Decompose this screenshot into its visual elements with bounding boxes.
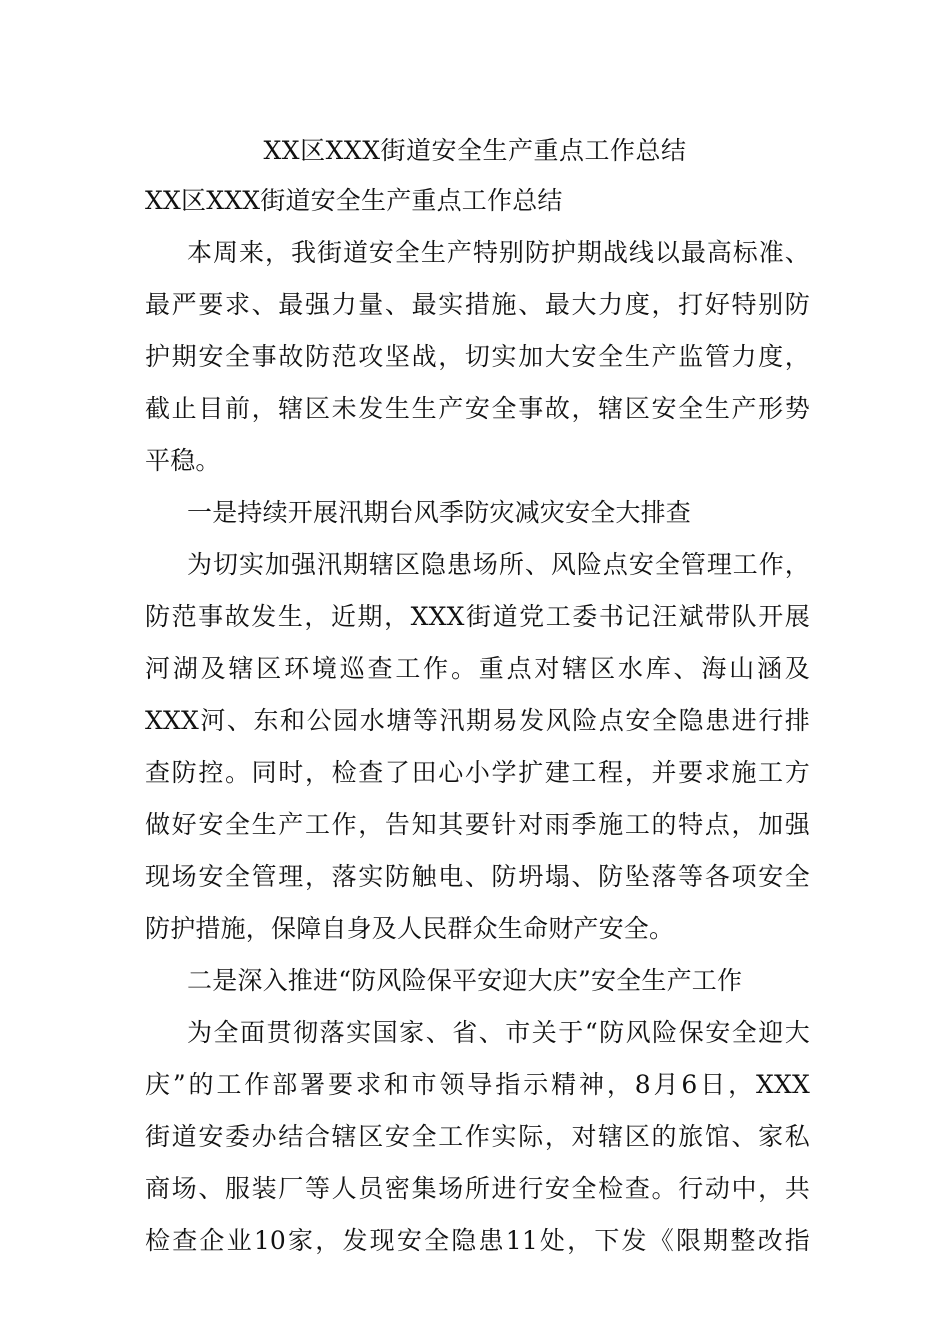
text-line: 平稳。 [145,446,221,475]
paragraph-flood-inspection [145,545,810,961]
section-heading: 一是持续开展汛期台风季防灾减灾安全大排查 [187,498,692,527]
text-line: 河湖及辖区环境巡查工作。重点对辖区水库、海山涵及 [145,654,810,683]
text-line: 截止目前，辖区未发生生产安全事故，辖区安全生产形势 [145,394,810,423]
paragraph-safety-inspection [145,1013,810,1273]
section-heading: 二是深入推进“防风险保平安迎大庆”安全生产工作 [187,966,743,995]
section-heading-1 [145,493,810,545]
text-line: 护期安全事故防范攻坚战，切实加大安全生产监管力度， [145,342,810,371]
document-title: XX区XXX街道安全生产重点工作总结 [263,136,687,165]
text-line: 本周来，我街道安全生产特别防护期战线以最高标准、 [187,238,810,267]
text-line: 最严要求、最强力量、最实措施、最大力度，打好特别防 [145,290,810,319]
text-line: 为全面贯彻落实国家、省、市关于“防风险保安全迎大 [187,1018,810,1047]
text-line: 防护措施，保障自身及人民群众生命财产安全。 [145,914,675,943]
text-line: 查防控。同时，检查了田心小学扩建工程，并要求施工方 [145,758,810,787]
text-line: 为切实加强汛期辖区隐患场所、风险点安全管理工作， [187,550,810,579]
document-body [145,181,810,1273]
text-line: 庆”的工作部署要求和市领导指示精神，8月6日，XXX [145,1070,810,1099]
document-subtitle: XX区XXX街道安全生产重点工作总结 [145,186,563,215]
text-line: 检查企业10家，发现安全隐患11处，下发《限期整改指 [145,1226,810,1255]
text-line: 防范事故发生，近期，XXX街道党工委书记汪斌带队开展 [145,602,810,631]
text-line: 街道安委办结合辖区安全工作实际，对辖区的旅馆、家私 [145,1122,810,1151]
text-line: 做好安全生产工作，告知其要针对雨季施工的特点，加强 [145,810,810,839]
text-line: 现场安全管理，落实防触电、防坍塌、防坠落等各项安全 [145,862,810,891]
section-heading-2 [145,961,810,1013]
text-line: 商场、服装厂等人员密集场所进行安全检查。行动中，共 [145,1174,810,1203]
text-line: XXX河、东和公园水塘等汛期易发风险点安全隐患进行排 [145,706,810,735]
paragraph-intro [145,233,810,493]
